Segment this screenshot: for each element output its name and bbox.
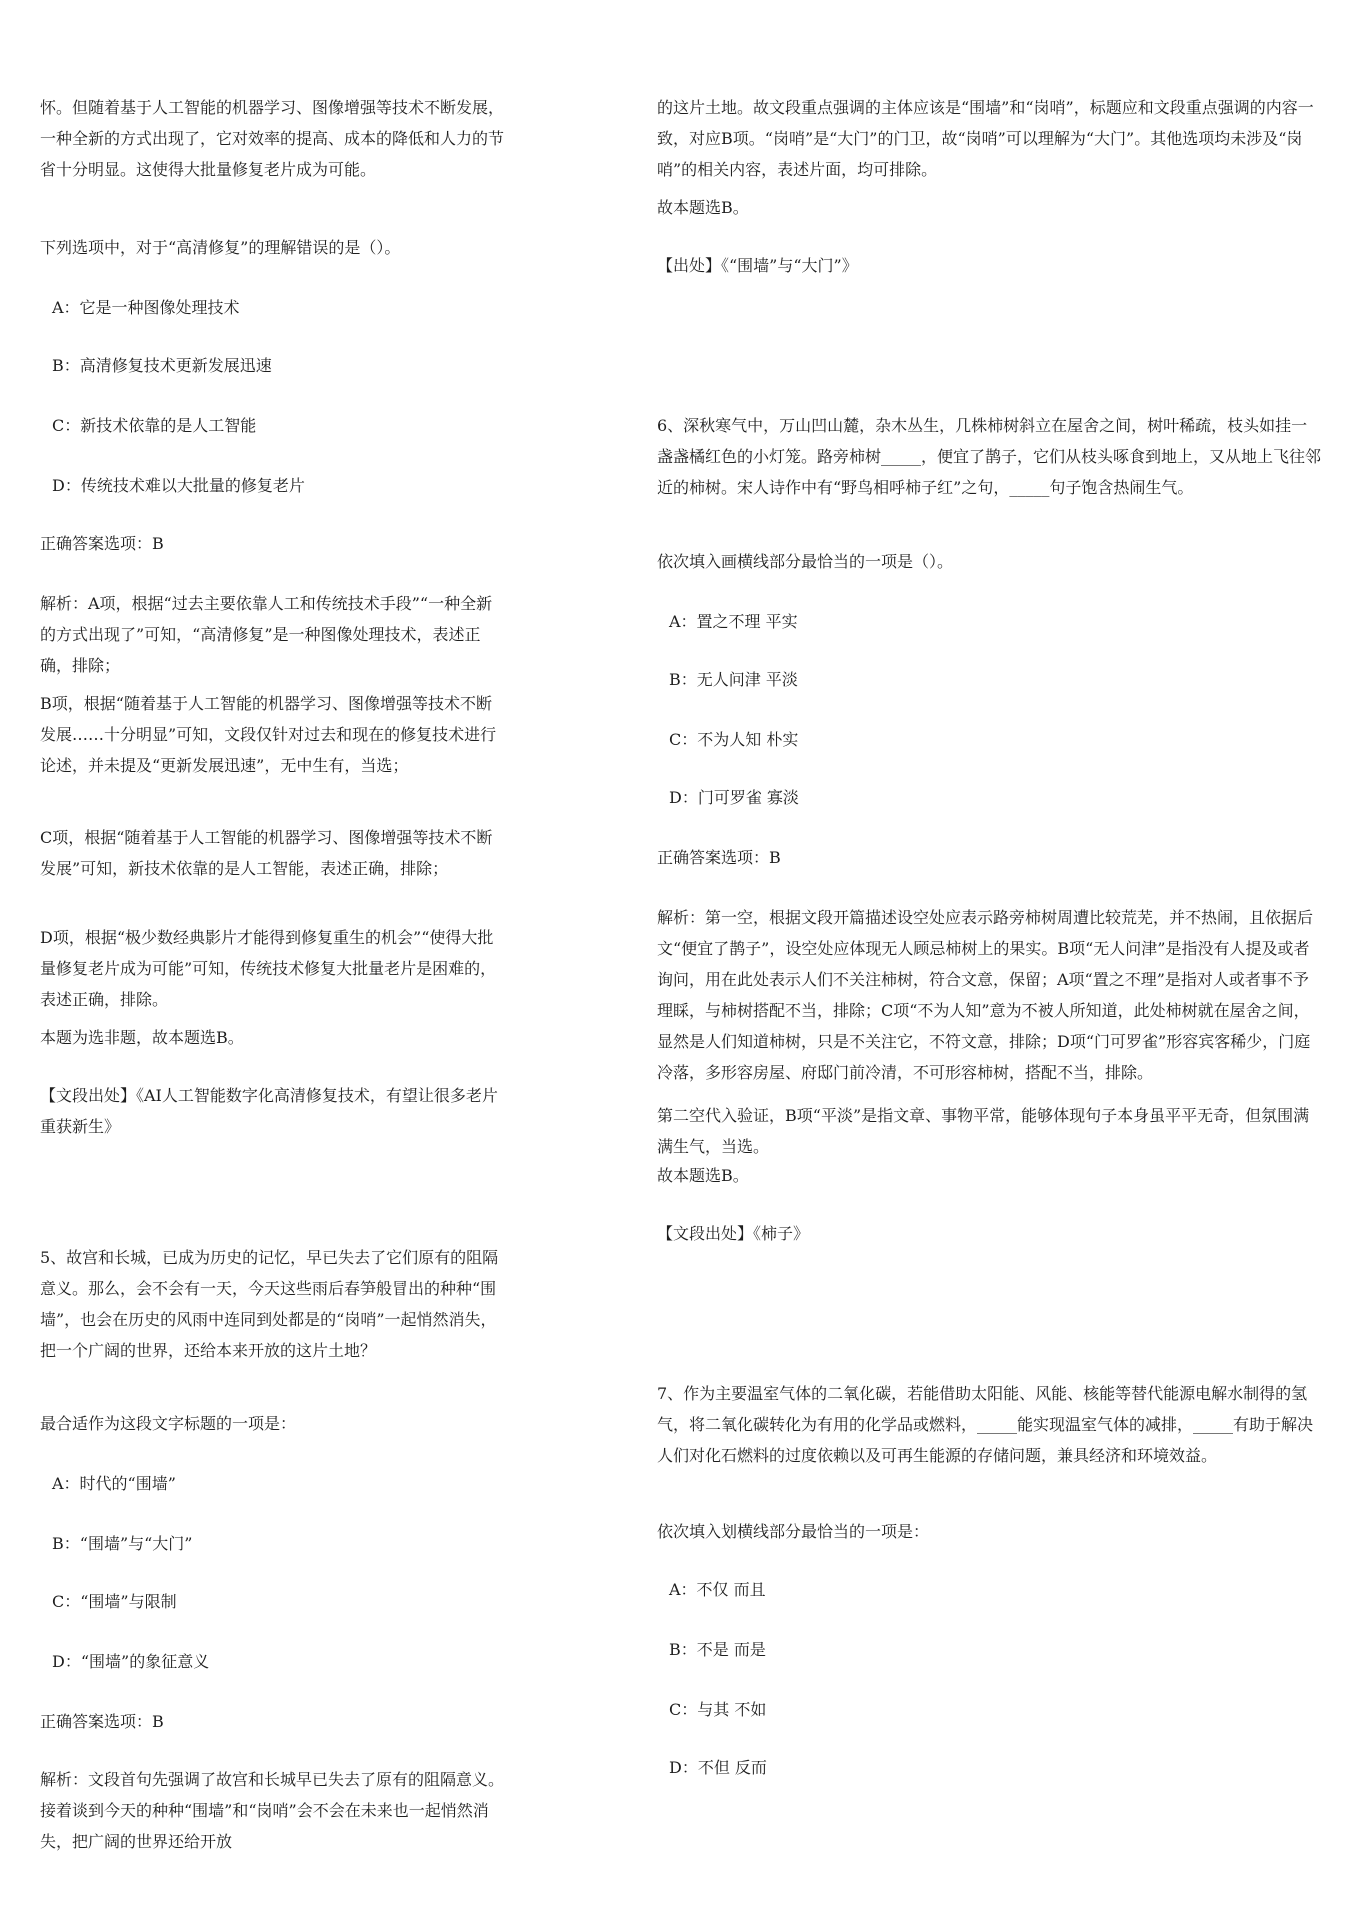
passage-paragraph: 怀。但随着基于人工智能的机器学习、图像增强等技术不断发展，一种全新的方式出现了，它对效率的提高、成本的降低和人力的节省十分明显。这使得大批量修复老片成为可能。 [40, 98, 505, 179]
answer-option: B：无人问津 平淡 [669, 670, 798, 689]
question-prompt: 下列选项中，对于“高清修复”的理解错误的是（）。 [40, 238, 401, 257]
source-citation: 【出处】《“围墙”与“大门”》 [657, 256, 858, 275]
conclusion-text: 本题为选非题，故本题选B。 [40, 1028, 244, 1047]
answer-option: A：置之不理 平实 [669, 612, 798, 631]
question-prompt: 最合适作为这段文字标题的一项是： [40, 1414, 297, 1433]
source-citation: 【文段出处】《柿子》 [657, 1224, 810, 1243]
answer-option: C：新技术依靠的是人工智能 [52, 416, 257, 435]
answer-option: A：时代的“围墙” [52, 1474, 176, 1493]
answer-option: B：不是 而是 [669, 1640, 766, 1659]
analysis-paragraph: 解析：文段首句先强调了故宫和长城早已失去了原有的阻隔意义。接着谈到今天的种种“围墙”和“岗哨”会不会在未来也一起悄然消失，把广阔的世界还给开放 [40, 1770, 505, 1851]
correct-answer: 正确答案选项：B [40, 1712, 164, 1731]
answer-option: A：它是一种图像处理技术 [52, 298, 240, 317]
answer-option: D：“围墙”的象征意义 [52, 1652, 210, 1671]
question-stem: 6、深秋寒气中，万山凹山麓，杂木丛生，几株柿树斜立在屋舍之间，树叶稀疏，枝头如挂一盏盏橘红色的小灯笼。路旁柿树_____，便宜了鹊子，它们从枝头啄食到地上，又从地上飞往邻近的柿树。宋人诗作中有“野鸟相呼柿子红”之句，_____句子饱含热闹生气。 [657, 416, 1322, 497]
analysis-paragraph: C项，根据“随着基于人工智能的机器学习、图像增强等技术不断发展”可知，新技术依靠的是人工智能，表述正确，排除； [40, 828, 493, 878]
question-stem: 7、作为主要温室气体的二氧化碳，若能借助太阳能、风能、核能等替代能源电解水制得的氢气，将二氧化碳转化为有用的化学品或燃料，_____能实现温室气体的减排，_____有助于解决人们对化石燃料的过度依赖以及可再生能源的存储问题，兼具经济和环境效益。 [657, 1384, 1314, 1465]
passage-paragraph: 的这片土地。故文段重点强调的主体应该是“围墙”和“岗哨”，标题应和文段重点强调的内容一致，对应B项。“岗哨”是“大门”的门卫，故“岗哨”可以理解为“大门”。其他选项均未涉及“岗哨”的相关内容，表述片面，均可排除。 [657, 98, 1314, 179]
correct-answer: 正确答案选项：B [657, 848, 781, 867]
analysis-paragraph: 第二空代入验证，B项“平淡”是指文章、事物平常，能够体现句子本身虽平平无奇，但氛围满满生气，当选。 [657, 1106, 1310, 1156]
conclusion-text: 故本题选B。 [657, 1166, 749, 1185]
answer-option: C：“围墙”与限制 [52, 1592, 177, 1611]
correct-answer: 正确答案选项：B [40, 534, 164, 553]
answer-option: B：“围墙”与“大门” [52, 1534, 193, 1553]
analysis-paragraph: 解析：A项，根据“过去主要依靠人工和传统技术手段”“一种全新的方式出现了”可知，“高清修复”是一种图像处理技术，表述正确，排除； [40, 594, 493, 675]
question-prompt: 依次填入划横线部分最恰当的一项是： [657, 1522, 930, 1541]
answer-option: C：与其 不如 [669, 1700, 767, 1719]
source-citation: 【文段出处】《AI人工智能数字化高清修复技术，有望让很多老片重获新生》 [40, 1086, 498, 1136]
answer-option: B：高清修复技术更新发展迅速 [52, 356, 272, 375]
answer-option: A：不仅 而且 [669, 1580, 766, 1599]
analysis-paragraph: D项，根据“极少数经典影片才能得到修复重生的机会”“使得大批量修复老片成为可能”可知，传统技术修复大批量老片是困难的，表述正确，排除。 [40, 928, 497, 1009]
conclusion-text: 故本题选B。 [657, 198, 749, 217]
analysis-paragraph: 解析：第一空，根据文段开篇描述设空处应表示路旁柿树周遭比较荒芜，并不热闹，且依据后文“便宜了鹊子”，设空处应体现无人顾忌柿树上的果实。B项“无人问津”是指没有人提及或者询问，用在此处表示人们不关注柿树，符合文意，保留；A项“置之不理”是指对人或者事不予理睬，与柿树搭配不当，排除；C项“不为人知”意为不被人所知道，此处柿树就在屋舍之间，显然是人们知道柿树，只是不关注它，不符文意，排除；D项“门可罗雀”形容宾客稀少，门庭冷落，多形容房屋、府邸门前冷清，不可形容柿树，搭配不当，排除。 [657, 908, 1314, 1082]
question-prompt: 依次填入画横线部分最恰当的一项是（）。 [657, 552, 954, 571]
question-stem: 5、故宫和长城，已成为历史的记忆，早已失去了它们原有的阻隔意义。那么，会不会有一天，今天这些雨后春笋般冒出的种种“围墙”，也会在历史的风雨中连同到处都是的“岗哨”一起悄然消失，把一个广阔的世界，还给本来开放的这片土地？ [40, 1248, 499, 1360]
answer-option: C：不为人知 朴实 [669, 730, 799, 749]
analysis-paragraph: B项，根据“随着基于人工智能的机器学习、图像增强等技术不断发展……十分明显”可知，文段仅针对过去和现在的修复技术进行论述，并未提及“更新发展迅速”，无中生有，当选； [40, 694, 497, 775]
answer-option: D：门可罗雀 寡淡 [669, 788, 799, 807]
answer-option: D：传统技术难以大批量的修复老片 [52, 476, 305, 495]
answer-option: D：不但 反而 [669, 1758, 767, 1777]
